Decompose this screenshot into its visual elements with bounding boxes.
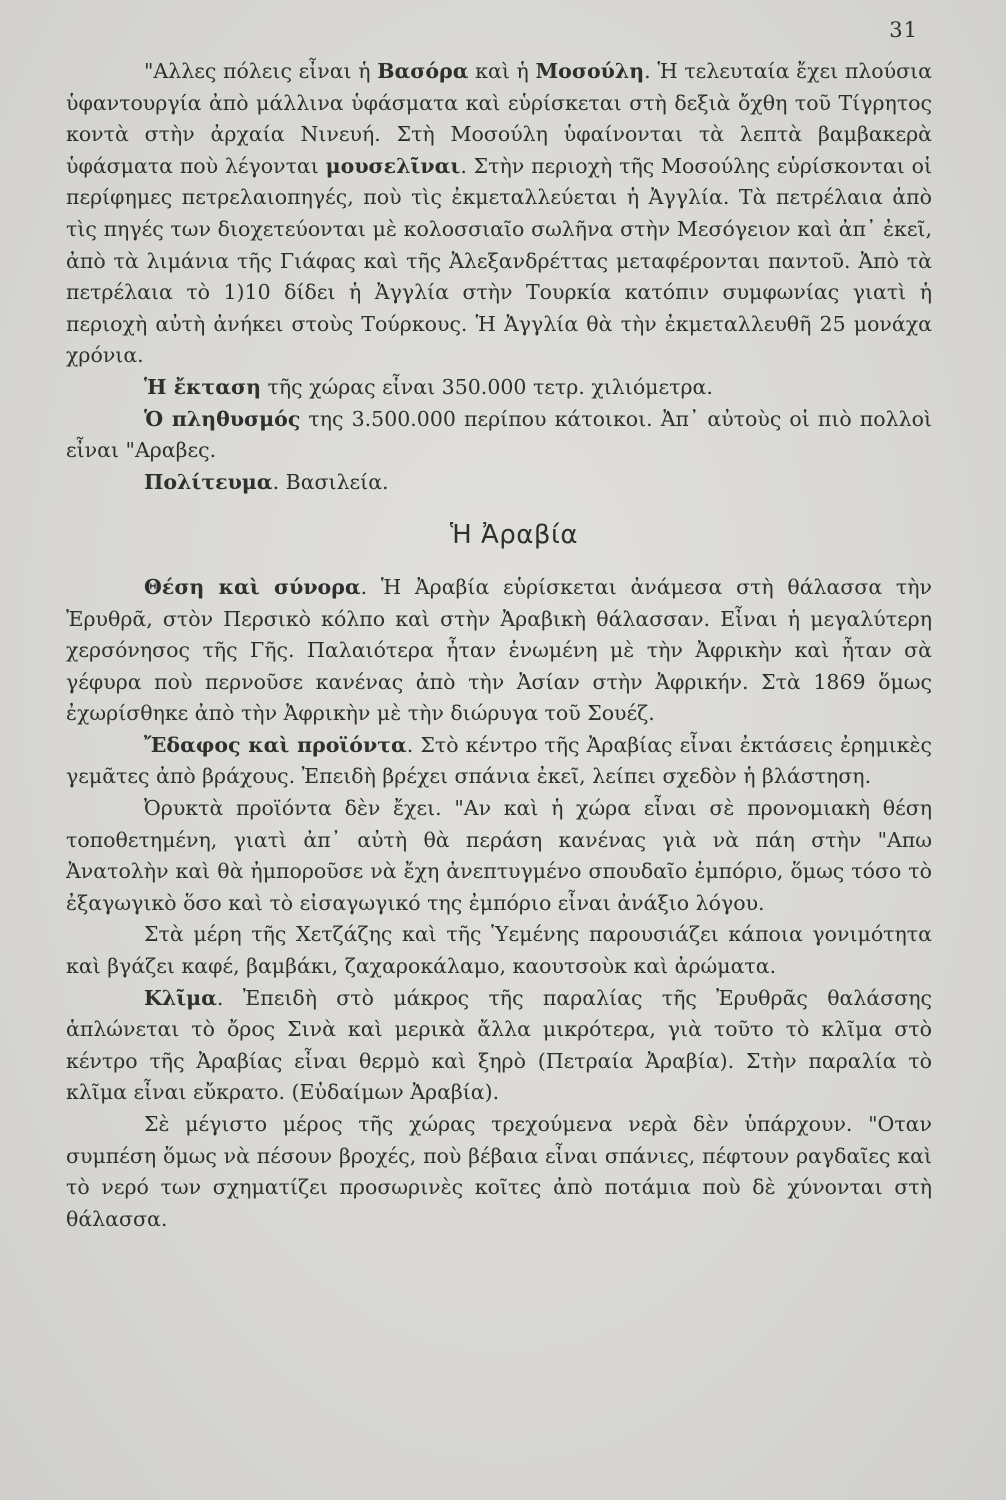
paragraph-fertility: Στὰ μέρη τῆς Χετζάζης καὶ τῆς Ὑεμένης παρουσιάζει κάποια γονιμότητα καὶ βγάζει καφέ, βαμβάκι, ζαχαροκάλαμο, καουτσοὺκ καὶ ἀρώματα. <box>66 922 932 979</box>
paragraph-text: . Ἐπειδὴ στὸ μάκρος τῆς παραλίας τῆς Ἐρυθρᾶς θαλάσσης ἁπλώνεται τὸ ὄρος Σινὰ καὶ μερικὰ ἄλλα μικρότερα, γιὰ τοῦτο τὸ κλῖμα στὸ κέντρο τῆς Ἀραβίας εἶναι θερμὸ καὶ ξηρὸ (Πετραία Ἀραβία). Στὴν παραλία τὸ κλῖμα εἶναι εὔκρατο. (Εὐδαίμων Ἀραβία). <box>66 985 932 1105</box>
paragraph-government <box>66 467 932 499</box>
paragraph-text: . Ἡ Ἀραβία εὑρίσκεται ἀνάμεσα στὴ θάλασσα τὴν Ἐρυθρᾶ, στὸν Περσικὸ κόλπο καὶ στὴν Ἀραβικὴ θάλασσαν. Εἶναι ἡ μεγαλύτερη χερσόνησος τῆς Γῆς. Παλαιότερα ἦταν ἑνωμένη μὲ τὴν Ἀφρικὴν καὶ ἦταν σὰ γέφυρα ποὺ περνοῦσε κανένας ἀπὸ τὴν Ἀσίαν στὴν Ἀφρικήν. Στὰ 1869 ὅμως ἐχωρίσθηκε ἀπὸ τὴν Ἀφρικὴν μὲ τὴν διώρυγα τοῦ Σουέζ. <box>66 574 932 726</box>
page-body <box>66 56 932 1235</box>
page-number: 31 <box>889 18 918 42</box>
paragraph-label: Θέση καὶ σύνορα <box>144 574 361 599</box>
paragraph-text: τῆς χώρας εἶναι 350.000 τετρ. χιλιόμετρα. <box>260 374 713 399</box>
paragraph-soil-products <box>66 730 932 793</box>
paragraph-text: . Βασιλεία. <box>272 469 389 494</box>
city-mosul: Μοσούλη <box>535 59 645 83</box>
text-run: . Στὴν περιοχὴ τῆς Μοσούλης εὑρίσκονται οἱ περίφημες πετρελαιοπηγές, ποὺ τὶς ἐκμεταλλεύεται ἡ Ἀγγλία. Τὰ πετρέλαια ἀπὸ τὶς πηγές των διοχετεύονται μὲ κολοσσιαῖο σωλῆνα στὴν Μεσόγειον καὶ ἀπ᾿ ἐκεῖ, ἀπὸ τὰ λιμάνια τῆς Γιάφας καὶ τῆς Ἀλεξανδρέττας μεταφέρονται παντοῦ. Ἀπὸ τὰ πετρέλαια τὸ 1)10 δίδει ἡ Ἀγγλία στὴν Τουρκία κατόπιν συμφωνίας γιατὶ ἡ περιοχὴ αὐτὴ ἀνήκει στοὺς Τούρκους. Ἡ Ἀγγλία θὰ τὴν ἐκμεταλλευθῆ 25 μονάχα χρόνια. <box>66 153 932 368</box>
paragraph-position-borders <box>66 572 932 730</box>
paragraph-text: . Στὸ κέντρο τῆς Ἀραβίας εἶναι ἐκτάσεις ἐρημικὲς γεμᾶτες ἀπὸ βράχους. Ἐπειδὴ βρέχει σπάνια ἐκεῖ, λείπει σχεδὸν ἡ βλάστηση. <box>66 732 932 789</box>
text-run: καὶ ἡ <box>468 59 536 83</box>
paragraph-water: Σὲ μέγιστο μέρος τῆς χώρας τρεχούμενα νερὰ δὲν ὑπάρχουν. "Οταν συμπέση ὅμως νὰ πέσουν βροχές, ποὺ βέβαια εἶναι σπάνιες, πέφτουν ραγδαῖες καὶ τὸ νερό των σχηματίζει προσωρινὲς κοῖτες ἀπὸ ποτάμια ποὺ δὲ χύνονται στὴ θάλασσα. <box>66 1112 932 1231</box>
paragraph-label: Πολίτευμα <box>144 469 273 494</box>
paragraph-label: Ἡ ἔκταση <box>144 374 261 399</box>
text-run: "Αλλες πόλεις εἶναι ἡ <box>144 59 378 83</box>
paragraph-label: Ἔδαφος καὶ προϊόντα <box>144 732 407 757</box>
paragraph-minerals: Ὀρυκτὰ προϊόντα δὲν ἔχει. "Αν καὶ ἡ χώρα εἶναι σὲ προνομιακὴ θέση τοποθετημένη, γιατὶ ἀπ᾿ αὐτὴ θὰ περάση κανένας γιὰ νὰ πάη στὴν "Απω Ἀνατολὴν καὶ θὰ ἠμποροῦσε νὰ ἔχη ἀνεπτυγμένο σπουδαῖο ἐμπόριο, ὅμως τόσο τὸ ἐξαγωγικὸ ὅσο καὶ τὸ εἰσαγωγικό της ἐμπόριο εἶναι ἀνάξιο λόγου. <box>66 796 932 915</box>
term-muslin: μουσελῖναι <box>325 153 461 178</box>
paragraph-text: της 3.500.000 περίπου κάτοικοι. Ἀπ᾿ αὐτοὺς οἱ πιὸ πολλοὶ εἶναι "Αραβες. <box>66 406 932 463</box>
paragraph-cities <box>66 56 932 372</box>
section-title: Ἡ Ἀραβία <box>450 520 578 551</box>
paragraph-area <box>66 372 932 404</box>
city-basra: Βασόρα <box>377 59 469 83</box>
text-run: . Ἡ τελευταία ἔχει πλούσια ὑφαντουργία ἀπὸ μάλλινα ὑφάσματα καὶ εὑρίσκεται στὴ δεξιὰ ὄχθη τοῦ Τίγρητος κοντὰ στὴν ἀρχαία Νινευή. Στὴ Μοσούλη ὑφαίνονται τὰ λεπτὰ βαμβακερὰ ὑφάσματα ποὺ λέγονται <box>66 59 932 178</box>
paragraph-population <box>66 404 932 467</box>
paragraph-label: Κλῖμα <box>144 985 217 1010</box>
paragraph-label: Ὁ πληθυσμός <box>144 406 301 431</box>
paragraph-climate <box>66 983 932 1109</box>
